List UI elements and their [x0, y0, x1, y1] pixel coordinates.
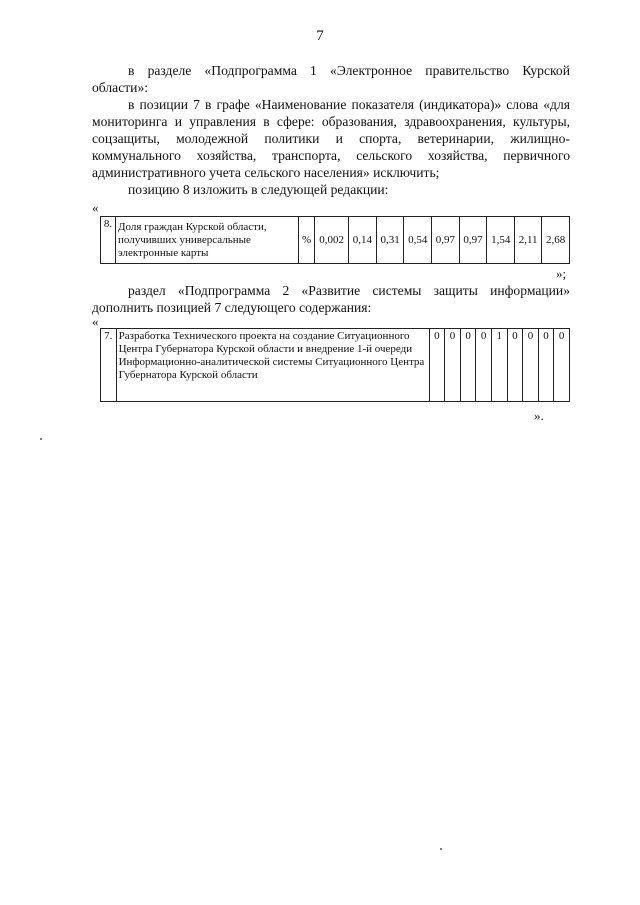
indicator-table-1	[100, 216, 570, 264]
value-cell: 0,97	[432, 217, 460, 264]
value-cell: 0,002	[315, 217, 349, 264]
close-quote-1: »;	[556, 266, 567, 281]
value-cell: 0,14	[349, 217, 377, 264]
table-row	[101, 217, 570, 264]
value-cell: 0	[538, 329, 554, 402]
value-cell: 0	[507, 329, 523, 402]
close-quote-2: ».	[534, 408, 544, 423]
scan-speck	[440, 848, 442, 850]
paragraph-position-8: позицию 8 изложить в следующей редакции:	[128, 182, 389, 197]
value-cell: 1	[491, 329, 507, 402]
value-cell: 0	[476, 329, 492, 402]
indicator-table-2	[100, 328, 570, 402]
value-cell: 0	[429, 329, 445, 402]
table-row	[101, 329, 570, 402]
section-text-1	[92, 62, 570, 198]
value-cell: 1,54	[487, 217, 515, 264]
paragraph-section-1: в разделе «Подпрограмма 1 «Электронное правительство Курской области»:	[92, 63, 570, 95]
value-cell: 2,11	[515, 217, 542, 264]
value-cell: 2,68	[542, 217, 570, 264]
paragraph-position-7: в позиции 7 в графе «Наименование показателя (индикатора)» слова «для мониторинга и управления в сфере: образования, здравоохранения, культуры, соцзащиты, молодежной политики и спорта, ветеринарии, жилищно-коммунального хозяйства, транспорта, сельского хозяйства, первичного административного учета сельского населения» исключить;	[92, 97, 570, 180]
indicator-name: Доля граждан Курской области, получивших универсальные электронные карты	[116, 217, 299, 264]
indicator-name: Разработка Технического проекта на создание Ситуационного Центра Губернатора Курской области и внедрение 1-й очереди Информационно-аналитической системы Ситуационного Центра Губернатора Курской области	[116, 329, 429, 402]
scan-speck	[40, 438, 42, 440]
paragraph-section-2: раздел «Подпрограмма 2 «Развитие системы защиты информации» дополнить позицией 7 следующего содержания:	[92, 283, 570, 315]
value-cell: 0,54	[404, 217, 432, 264]
page-number: 7	[316, 28, 324, 44]
row-number: 8.	[101, 217, 116, 264]
value-cell: 0	[460, 329, 476, 402]
section-text-2	[92, 282, 570, 316]
value-cell: 0	[523, 329, 539, 402]
open-quote-1: «	[92, 200, 99, 215]
value-cell: 0	[445, 329, 461, 402]
row-number: 7.	[101, 329, 117, 402]
value-cell: 0,31	[376, 217, 404, 264]
value-cell: 0	[554, 329, 570, 402]
value-cell: 0,97	[459, 217, 487, 264]
open-quote-2: «	[92, 314, 99, 329]
unit-cell: %	[299, 217, 315, 264]
